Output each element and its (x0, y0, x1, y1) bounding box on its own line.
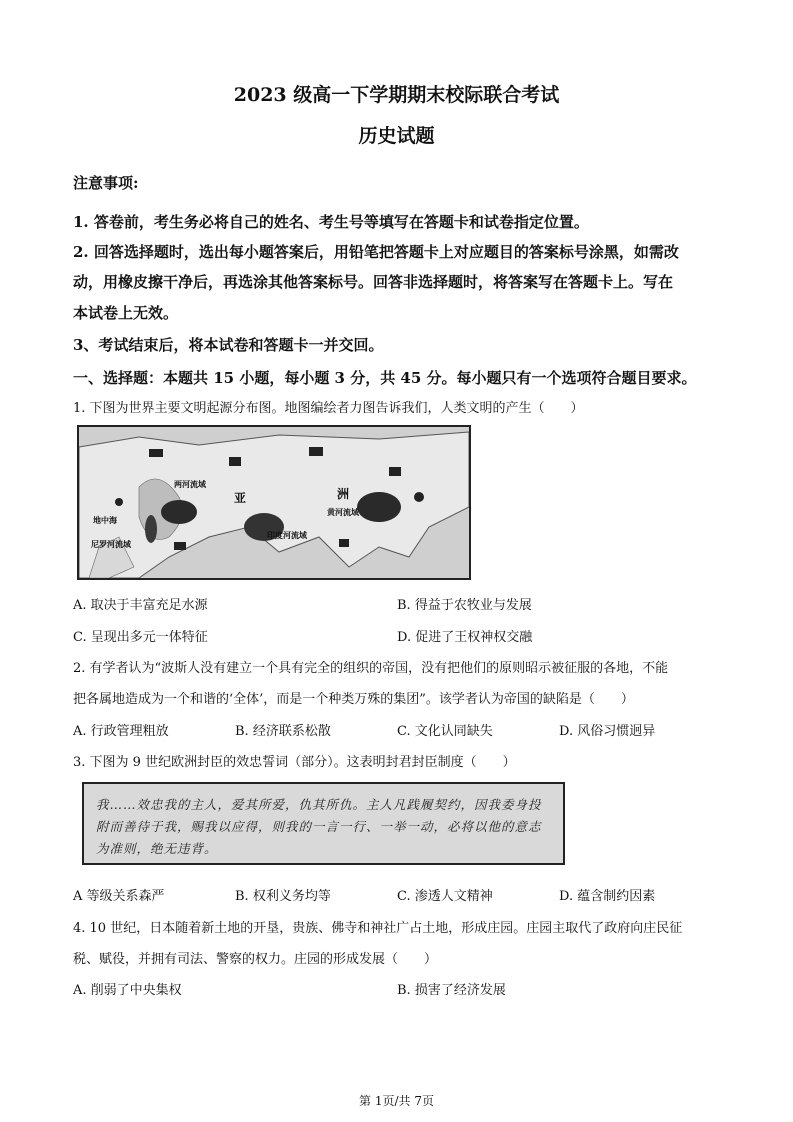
question-3-option-d: D. 蕴含制约因素 (559, 889, 656, 904)
map-label-zhou: 洲 (337, 487, 350, 501)
map-label-mediterranean: 地中海 (93, 515, 117, 525)
question-4-option-b: B. 损害了经济发展 (397, 983, 506, 998)
question-1-option-c: C. 呈现出多元一体特征 (73, 630, 208, 645)
map-label-mesopotamia: 两河流域 (174, 479, 206, 489)
page-number: 第 1页/共 7页 (359, 1094, 434, 1108)
question-1-stem: 1. 下图为世界主要文明起源分布图。地图编绘者力图告诉我们，人类文明的产生（ ） (73, 401, 584, 416)
question-2-stem-line-1: 2. 有学者认为“波斯人没有建立一个具有完全的组织的帝国，没有把他们的原则昭示被征服的各地，不能 (73, 661, 669, 676)
question-3-option-b: B. 权利义务均等 (235, 889, 331, 904)
mesopotamia-area (161, 500, 197, 524)
civilization-origin-map (77, 425, 471, 580)
fealty-oath-excerpt: 我……效忠我的主人，爱其所爱，仇其所仇。主人凡践履契约，因我委身投附而善待于我，赐我以应得，则我的一言一行、一举一动，必将以他的意志为准则，绝无违背。 (82, 782, 565, 865)
map-label-yellow-river: 黄河流域 (327, 507, 359, 517)
question-4-option-a: A. 削弱了中央集权 (73, 983, 182, 998)
question-1-option-b: B. 得益于农牧业与发展 (397, 598, 532, 613)
question-1-option-a: A. 取决于丰富充足水源 (73, 598, 208, 613)
notice-heading: 注意事项: (73, 174, 139, 192)
question-3-option-a: A 等级关系森严 (73, 889, 165, 904)
notice-item-2-line-1: 2. 回答选择题时，选出每小题答案后，用铅笔把答题卡上对应题目的答案标号涂黑，如需改 (73, 243, 679, 261)
question-2-option-c: C. 文化认同缺失 (397, 724, 493, 739)
question-2-option-b: B. 经济联系松散 (235, 724, 331, 739)
question-4-stem-line-2: 税、赋役，并拥有司法、警察的权力。庄园的形成发展（ ） (73, 952, 438, 967)
nile-area (145, 515, 157, 543)
question-2-stem-line-2: 把各属地造成为一个和谐的‘全体’，而是一个种类万殊的集团”。该学者认为帝国的缺陷是（ ） (73, 692, 634, 707)
yellow-river-area (357, 492, 401, 522)
notice-item-3: 3、考试结束后，将本试卷和答题卡一并交回。 (73, 336, 384, 354)
notice-item-2-line-3: 本试卷上无效。 (73, 304, 179, 322)
exam-title: 2023 级高一下学期期末校际联合考试 (233, 84, 560, 106)
map-label-indus: 印度河流域 (267, 530, 307, 540)
map-label-asia: 亚 (234, 491, 247, 505)
notice-item-2-line-2: 动，用橡皮擦干净后，再选涂其他答案标号。回答非选择题时，将答案写在答题卡上。写在 (73, 273, 674, 291)
question-1-option-d: D. 促进了王权神权交融 (397, 630, 533, 645)
question-2-option-a: A. 行政管理粗放 (73, 724, 169, 739)
map-label-nile: 尼罗河流域 (91, 539, 131, 549)
question-3-stem: 3. 下图为 9 世纪欧洲封臣的效忠誓词（部分）。这表明封君封臣制度（ ） (73, 755, 516, 770)
question-4-stem-line-1: 4. 10 世纪，日本随着新土地的开垦，贵族、佛寺和神社广占土地，形成庄园。庄园主取代了政府向庄民征 (73, 921, 683, 936)
notice-item-1: 1. 答卷前，考生务必将自己的姓名、考生号等填写在答题卡和试卷指定位置。 (73, 213, 589, 231)
question-2-option-d: D. 风俗习惯迥异 (559, 724, 656, 739)
question-3-option-c: C. 渗透人文精神 (397, 889, 493, 904)
exam-subject: 历史试题 (358, 125, 435, 147)
section-heading: 一、选择题：本题共 15 小题，每小题 3 分，共 45 分。每小题只有一个选项符合题目要求。 (73, 369, 697, 387)
